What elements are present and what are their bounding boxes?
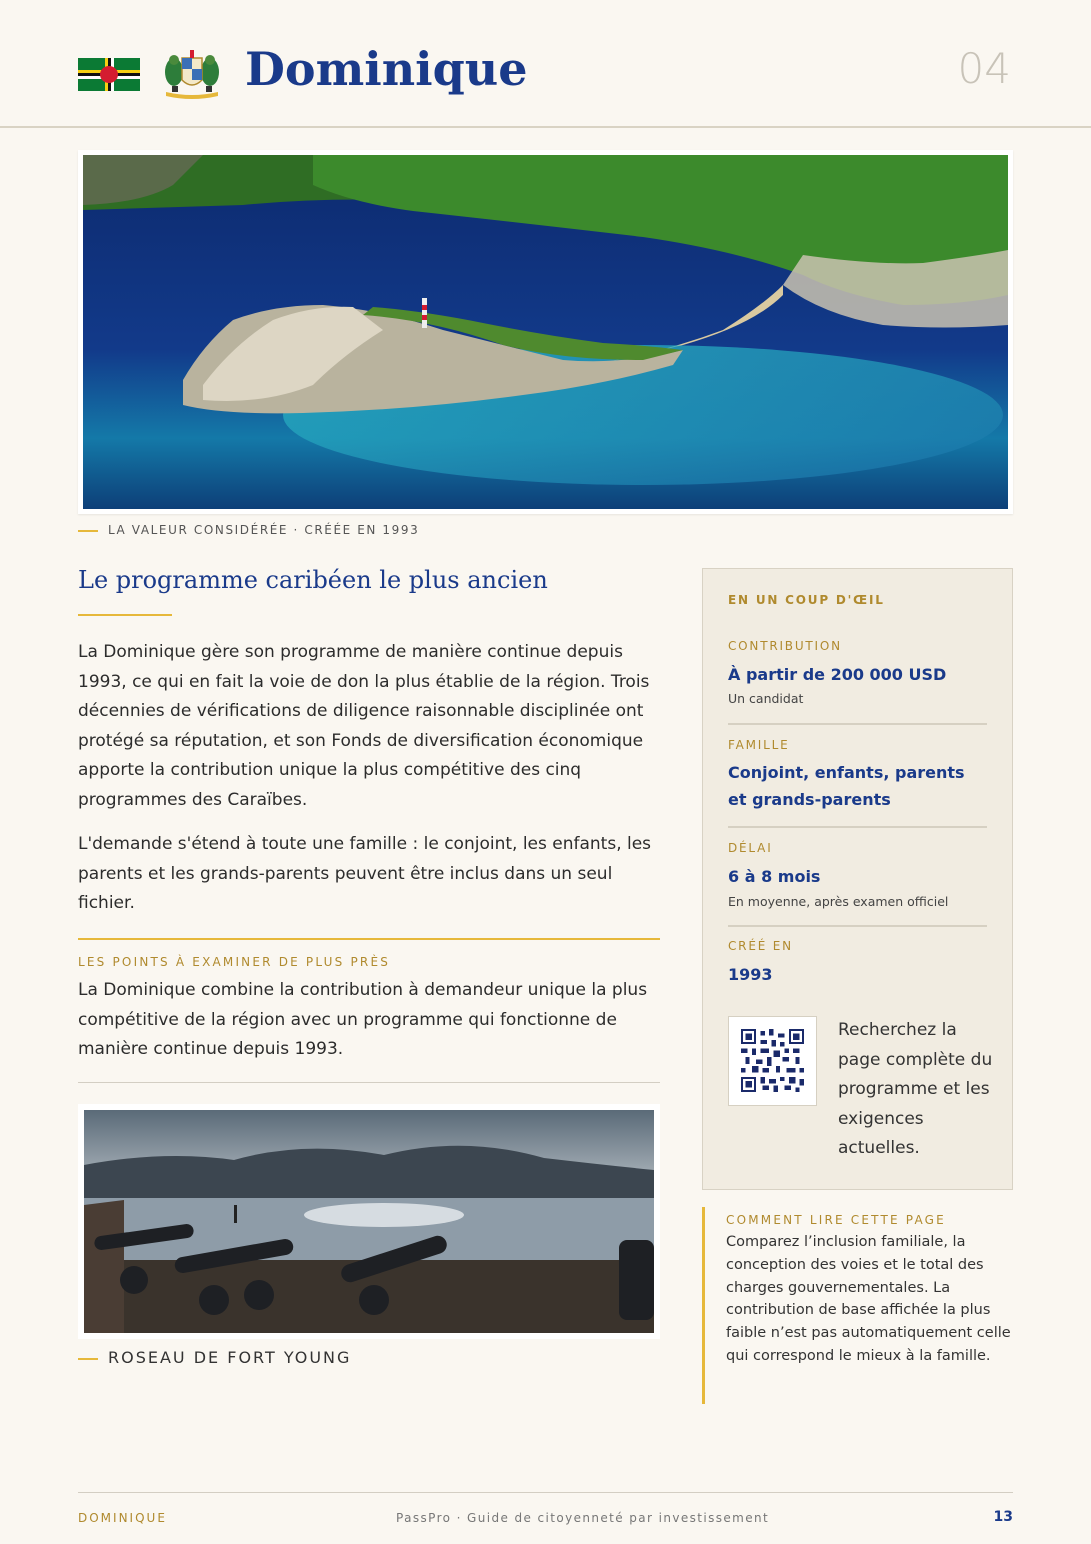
heading-rule xyxy=(78,614,172,616)
footer-rule xyxy=(78,1492,1013,1493)
dominica-flag-icon xyxy=(78,58,140,91)
photo-caption xyxy=(78,1348,351,1367)
qr-code-icon[interactable] xyxy=(728,1016,817,1106)
callout-text: La Dominique combine la contribution à demandeur unique la plus compétitive de la région avec un programme qui fonctionne de manière continue depuis 1993. xyxy=(78,980,648,1059)
contribution-label: CONTRIBUTION xyxy=(728,639,842,653)
footer-title: PassPro · Guide de citoyenneté par investissement xyxy=(396,1511,770,1525)
photo-caption-text: ROSEAU DE FORT YOUNG xyxy=(108,1348,352,1367)
delay-sub: En moyenne, après examen officiel xyxy=(728,894,949,909)
hero-caption: LA VALEUR CONSIDÉRÉE · CRÉÉE EN 1993 xyxy=(78,523,419,537)
contribution-sub: Un candidat xyxy=(728,691,804,706)
callout-rule xyxy=(78,938,660,940)
family-paragraph: L'demande s'étend à toute une famille : le conjoint, les enfants, les parents et les grands-parents peuvent être inclus dans un seul fichier. xyxy=(78,834,652,913)
footer-country: DOMINIQUE xyxy=(78,1511,167,1525)
qr-description: Recherchez la page complète du programme et les exigences actuelles. xyxy=(838,1020,993,1158)
family-label: FAMILLE xyxy=(728,738,790,752)
created-value: 1993 xyxy=(728,965,773,984)
how-to-read-box xyxy=(702,1207,1013,1404)
caption-dash xyxy=(78,1358,98,1360)
how-to-read-text: Comparez l’inclusion familiale, la conception des voies et le total des charges gouvernementales. La contribution de base affichée la plus faible n’est pas automatiquement celle qui correspond le mieux à la famille. xyxy=(726,1234,1011,1364)
intro-paragraph: La Dominique gère son programme de manière continue depuis 1993, ce qui en fait la voie de don la plus établie de la région. Trois décennies de vérifications de diligence raisonnable disciplinée ont protégé sa réputation, et son Fonds de diversification économique apporte la contribution unique la plus compétitive des cinq programmes des Caraïbes. xyxy=(78,642,650,810)
at-a-glance-panel xyxy=(702,568,1013,1190)
hero-image xyxy=(78,150,1013,514)
separator xyxy=(728,723,987,725)
coat-of-arms-icon xyxy=(160,48,224,100)
delay-value: 6 à 8 mois xyxy=(728,867,821,886)
caption-left: LA VALEUR CONSIDÉRÉE xyxy=(108,523,289,537)
page-number: 13 xyxy=(993,1509,1013,1525)
divider xyxy=(78,1082,660,1083)
contribution-value: À partir de 200 000 USD xyxy=(728,665,947,684)
caption-right: CRÉÉE EN 1993 xyxy=(304,523,420,537)
page-title: Dominique xyxy=(245,42,528,96)
separator xyxy=(728,925,987,927)
panel-heading: EN UN COUP D'ŒIL xyxy=(728,593,885,607)
fort-young-photo xyxy=(78,1104,660,1339)
family-value: Conjoint, enfants, parents et grands-parents xyxy=(728,763,965,809)
callout-kicker: LES POINTS À EXAMINER DE PLUS PRÈS xyxy=(78,955,391,969)
page-header xyxy=(0,0,1091,128)
separator xyxy=(728,826,987,828)
chapter-number: 04 xyxy=(957,44,1011,93)
how-to-read-kicker: COMMENT LIRE CETTE PAGE xyxy=(726,1213,946,1227)
caption-dash xyxy=(78,530,98,532)
delay-label: DÉLAI xyxy=(728,841,773,855)
section-heading: Le programme caribéen le plus ancien xyxy=(78,566,548,594)
created-label: CRÉÉ EN xyxy=(728,939,793,953)
